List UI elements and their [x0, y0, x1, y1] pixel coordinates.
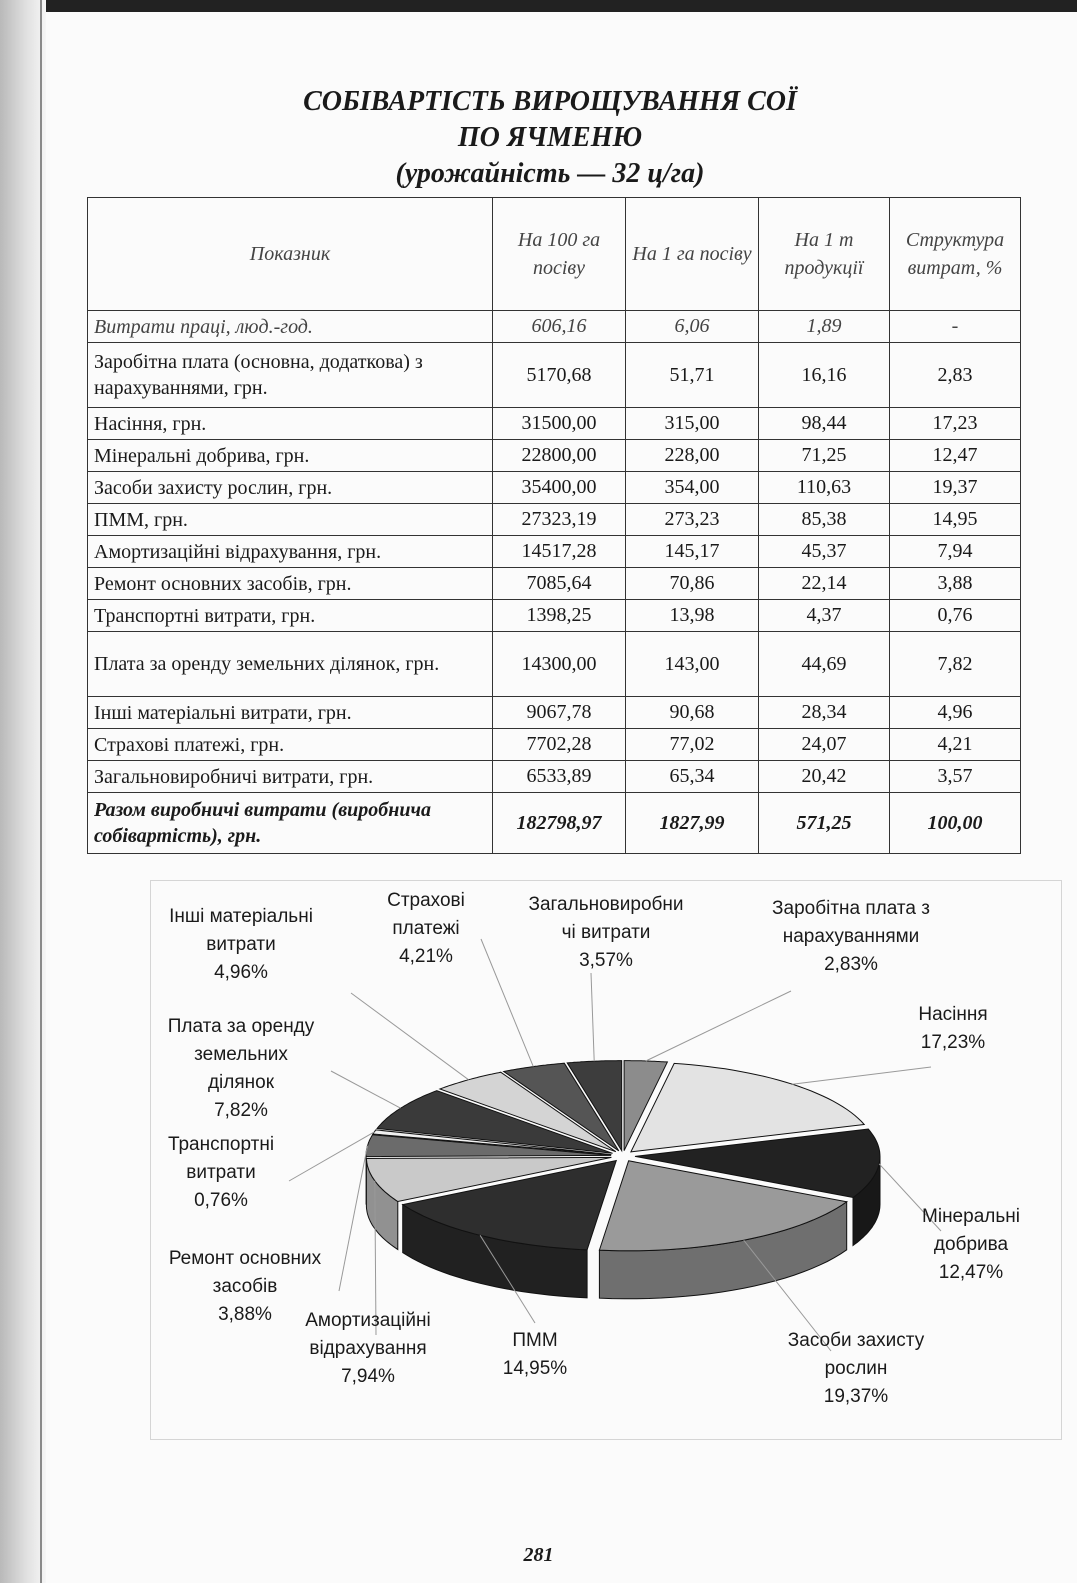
cell-per-100ha: 27323,19: [493, 504, 626, 536]
cell-per-1ha: 228,00: [626, 440, 759, 472]
table-row: [88, 697, 1021, 729]
title-line-1: СОБІВАРТІСТЬ ВИРОЩУВАННЯ СОЇ: [303, 86, 797, 117]
pie-label: Ремонт основних засобів 3,88%: [168, 1248, 322, 1325]
cell-structure: 3,57: [890, 761, 1021, 793]
cell-per-1ha: 65,34: [626, 761, 759, 793]
cell-per-1ha: 143,00: [626, 632, 759, 697]
pie-label: Засоби захисту рослин 19,37%: [787, 1330, 925, 1407]
row-name: Насіння, грн.: [88, 408, 493, 440]
row-name: Амортизаційні відрахування, грн.: [88, 536, 493, 568]
cell-per-1t: 4,37: [759, 600, 890, 632]
cell-structure: 0,76: [890, 600, 1021, 632]
cell-structure: 2,83: [890, 343, 1021, 408]
cell-per-100ha: 606,16: [493, 311, 626, 343]
title-line-3: (урожайність — 32 ц/га): [395, 158, 705, 189]
cell-structure: 14,95: [890, 504, 1021, 536]
pie-label: ПММ 14,95%: [502, 1330, 568, 1379]
cell-structure: 17,23: [890, 408, 1021, 440]
cell-structure: 19,37: [890, 472, 1021, 504]
pie-leader-line: [339, 1146, 368, 1291]
cell-structure: 4,96: [890, 697, 1021, 729]
pie-label: Мінеральні добрива 12,47%: [922, 1206, 1020, 1283]
cell-per-1t: 85,38: [759, 504, 890, 536]
table-row: [88, 408, 1021, 440]
row-name: Загальновиробничі витрати, грн.: [88, 761, 493, 793]
row-name: Заробітна плата (основна, додаткова) з нарахуваннями, грн.: [88, 343, 493, 408]
table-row: [88, 311, 1021, 343]
pie-leader-line: [792, 1067, 931, 1084]
table-row: [88, 632, 1021, 697]
table-row: [88, 536, 1021, 568]
table-row: [88, 761, 1021, 793]
row-name: Інші матеріальні витрати, грн.: [88, 697, 493, 729]
pie-label: Заробітна плата з нарахуваннями 2,83%: [772, 898, 930, 975]
table-row: [88, 600, 1021, 632]
cell-per-1ha: 145,17: [626, 536, 759, 568]
cell-per-100ha: 5170,68: [493, 343, 626, 408]
cell-per-100ha: 9067,78: [493, 697, 626, 729]
cell-per-1ha: 13,98: [626, 600, 759, 632]
pie-leader-line: [646, 991, 791, 1061]
row-name: ПММ, грн.: [88, 504, 493, 536]
cell-per-100ha: 7085,64: [493, 568, 626, 600]
cell-per-1t: 571,25: [759, 793, 890, 854]
title-line-2: ПО ЯЧМЕНЮ: [457, 122, 643, 153]
pie-leader-line: [351, 993, 469, 1080]
cell-per-1ha: 51,71: [626, 343, 759, 408]
row-name: Плата за оренду земельних ділянок, грн.: [88, 632, 493, 697]
table-row: [88, 504, 1021, 536]
row-name: Разом виробничі витрати (виробнича собівартість), грн.: [88, 793, 493, 854]
cell-per-100ha: 14300,00: [493, 632, 626, 697]
cell-per-1ha: 77,02: [626, 729, 759, 761]
row-name: Витрати праці, люд.-год.: [88, 311, 493, 343]
cell-per-1t: 71,25: [759, 440, 890, 472]
cell-per-1t: 20,42: [759, 761, 890, 793]
table-row: [88, 729, 1021, 761]
cell-per-1ha: 354,00: [626, 472, 759, 504]
row-name: Ремонт основних засобів, грн.: [88, 568, 493, 600]
cell-structure: 7,94: [890, 536, 1021, 568]
cell-structure: -: [890, 311, 1021, 343]
table-header-row: [88, 198, 1021, 311]
cell-per-1ha: 315,00: [626, 408, 759, 440]
cell-per-1t: 45,37: [759, 536, 890, 568]
cell-structure: 3,88: [890, 568, 1021, 600]
cell-per-1t: 24,07: [759, 729, 890, 761]
cell-per-1t: 16,16: [759, 343, 890, 408]
cell-per-100ha: 1398,25: [493, 600, 626, 632]
cell-per-100ha: 7702,28: [493, 729, 626, 761]
row-name: Транспортні витрати, грн.: [88, 600, 493, 632]
cost-table: [87, 197, 1021, 854]
page-number: 281: [523, 1544, 554, 1566]
cell-per-1ha: 90,68: [626, 697, 759, 729]
table-row: [88, 472, 1021, 504]
cell-per-1ha: 1827,99: [626, 793, 759, 854]
header-per-1t: На 1 т продукції: [759, 198, 890, 311]
cell-structure: 100,00: [890, 793, 1021, 854]
page-title: [200, 84, 900, 192]
cell-per-1t: 1,89: [759, 311, 890, 343]
pie-label: Інші матеріальні витрати 4,96%: [169, 906, 313, 983]
table-row: [88, 568, 1021, 600]
header-indicator: Показник: [88, 198, 493, 311]
pie-label: Страхові платежі 4,21%: [387, 890, 465, 967]
row-name: Страхові платежі, грн.: [88, 729, 493, 761]
pie-label: Насіння 17,23%: [918, 1004, 988, 1053]
cell-per-1ha: 273,23: [626, 504, 759, 536]
page-top-edge: [0, 0, 1077, 12]
pie-label: Транспортні витрати 0,76%: [167, 1134, 275, 1211]
cell-per-1t: 110,63: [759, 472, 890, 504]
table-total-row: [88, 793, 1021, 854]
cell-per-100ha: 14517,28: [493, 536, 626, 568]
cell-per-1ha: 6,06: [626, 311, 759, 343]
cell-per-100ha: 35400,00: [493, 472, 626, 504]
cell-per-1t: 28,34: [759, 697, 890, 729]
pie-label: Загальновиробни чі витрати 3,57%: [528, 894, 684, 971]
cell-per-100ha: 31500,00: [493, 408, 626, 440]
cell-per-1t: 22,14: [759, 568, 890, 600]
table-row: [88, 343, 1021, 408]
pie-leader-line: [591, 973, 594, 1061]
cell-structure: 7,82: [890, 632, 1021, 697]
cell-structure: 4,21: [890, 729, 1021, 761]
cell-per-1t: 98,44: [759, 408, 890, 440]
pie-chart: [150, 880, 1062, 1440]
cell-per-100ha: 182798,97: [493, 793, 626, 854]
pie-leader-line: [331, 1071, 401, 1108]
row-name: Засоби захисту рослин, грн.: [88, 472, 493, 504]
table-row: [88, 440, 1021, 472]
row-name: Мінеральні добрива, грн.: [88, 440, 493, 472]
cell-structure: 12,47: [890, 440, 1021, 472]
cell-per-1t: 44,69: [759, 632, 890, 697]
cell-per-1ha: 70,86: [626, 568, 759, 600]
header-per-1ha: На 1 га посіву: [626, 198, 759, 311]
pie-label: Плата за оренду земельних ділянок 7,82%: [167, 1016, 315, 1121]
cell-per-100ha: 22800,00: [493, 440, 626, 472]
header-structure: Структура витрат, %: [890, 198, 1021, 311]
pie-label: Амортизаційні відрахування 7,94%: [305, 1310, 431, 1387]
cell-per-100ha: 6533,89: [493, 761, 626, 793]
book-spine-line: [40, 0, 42, 1583]
header-per-100ha: На 100 га посіву: [493, 198, 626, 311]
